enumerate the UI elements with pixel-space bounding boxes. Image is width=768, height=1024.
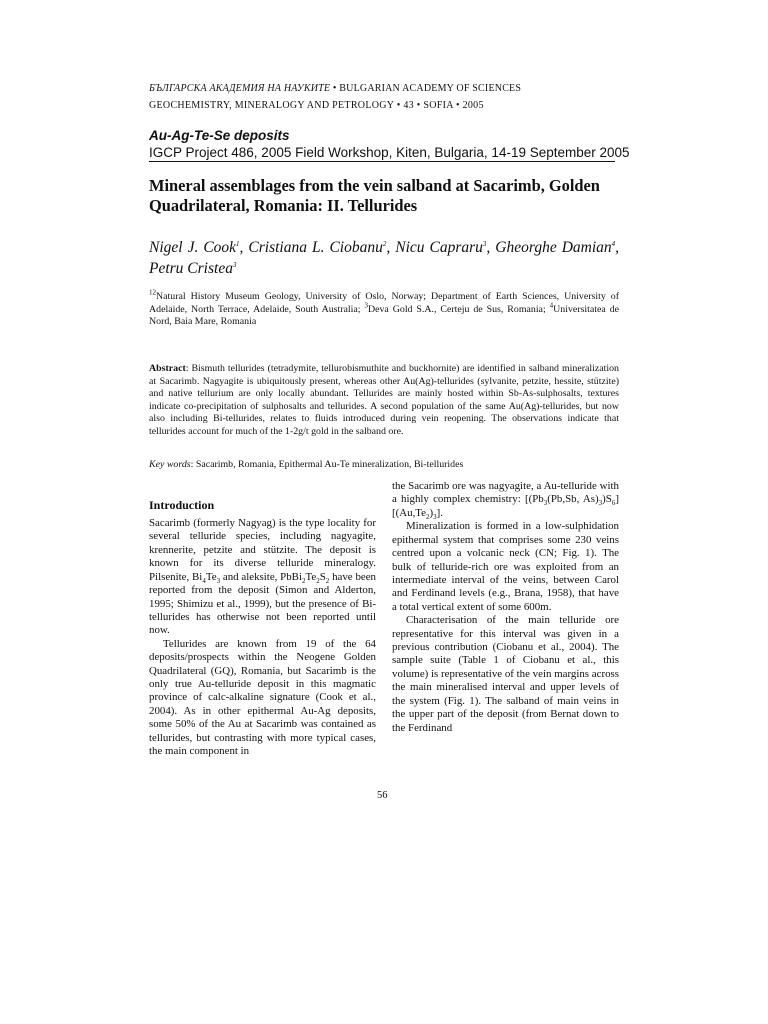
author-affiliation-mark: 2 bbox=[382, 239, 387, 248]
section-heading-introduction: Introduction bbox=[149, 498, 215, 512]
paragraph: Mineralization is formed in a low-sulphidation epithermal system that comprises some 230 veins centred upon a volcanic neck (CN; Fig. 1). The bulk of telluride-rich ore was exploited from an intermediate interval of the veins, between Carol and Ferdinand levels (e.g., Brana, 1958), that have a total vertical extent of some 600m. bbox=[392, 520, 619, 613]
text-run: and aleksite, PbBi bbox=[220, 570, 302, 583]
text-run: Te bbox=[205, 570, 217, 583]
keywords bbox=[149, 459, 619, 470]
running-header-journal: GEOCHEMISTRY, MINERALOGY AND PETROLOGY • 43 • SOFIA • 2005 bbox=[149, 100, 484, 111]
paragraph: Tellurides are known from 19 of the 64 deposits/prospects within the Neogene Golden Quadrilateral (GQ), Romania, but Sacarimb is the only true Au-telluride deposit in this magmatic province of calc-alkaline signature (Cook et al., 2004). As in other epithermal Au-Ag deposits, some 50% of the Au at Sacarimb was contained as tellurides, but contrasting with more typical cases, the main component in bbox=[149, 637, 376, 758]
academy-name-english: BULGARIAN ACADEMY OF SCIENCES bbox=[339, 83, 522, 94]
abstract bbox=[149, 363, 619, 438]
paper-title: Mineral assemblages from the vein salband at Sacarimb, Golden Quadrilateral, Romania: II. Tellurides bbox=[149, 176, 600, 215]
text-run: ) bbox=[429, 506, 434, 519]
author-name: Nicu Capraru bbox=[395, 239, 483, 256]
project-line: IGCP Project 486, 2005 Field Workshop, Kiten, Bulgaria, 14-19 September 2005 bbox=[149, 145, 630, 160]
affiliation-text: Universitatea de Nord, Baia Mare, Romania bbox=[149, 303, 620, 328]
paragraph bbox=[149, 517, 376, 638]
abstract-text: : Bismuth tellurides (tetradymite, tellurobismuthite and buckhornite) are identified in salband mineralization at Sacarimb. Nagyagite is ubiquitously present, whereas other Au(Ag)-tellurides (sylvanite, petzite, hessite, stützite) and native tellurium are only locally abundant. Tellurides are mainly hosted within Sb-As-sulphosalts, textures indicate co-precipitation of sulphosalts and tellurides. A second population of the same Au(Ag)-tellurides, but now also including Bi-tellurides, relates to fluids introduced during vein reopening. The observations indicate that tellurides account for much of the 1-2g/t gold in the salband ore. bbox=[149, 363, 619, 437]
text-run: ][(Au,Te bbox=[392, 493, 619, 519]
running-header-academy bbox=[149, 83, 521, 94]
paragraph: Characterisation of the main telluride ore representative for this interval was given in a previous contribution (Ciobanu et al., 2004). The sample suite (Table 1 of Ciobanu et al., this volume) is representative of the vein margins across the main mineralised interval and upper levels of the system (Fig. 1). The salband of main veins in the upper part of the deposit (from Bernat down to the Ferdinand bbox=[392, 614, 619, 734]
text-run: S bbox=[319, 570, 326, 583]
affiliation-mark: 12 bbox=[149, 288, 156, 297]
series-title: Au-Ag-Te-Se deposits bbox=[149, 128, 290, 143]
subscript: 3 bbox=[216, 576, 221, 585]
text-run: have been reported from the deposit (Simon and Alderton, 1995; Shimizu et al., 1999), but the presence of Bi-tellurides has otherwise not been reported until now. bbox=[149, 570, 377, 637]
author-list: Nigel J. Cook$^1$, Cristiana L. Ciobanu$^2$, Nicu Capraru$^3$, Gheorghe Damian$^4$, Petru Cristea$^3$ bbox=[149, 239, 620, 277]
text-run: ]. bbox=[436, 506, 444, 519]
abstract-label: Abstract bbox=[149, 363, 186, 374]
author-name: Gheorghe Damian bbox=[495, 239, 612, 256]
author-affiliation-mark: 3 bbox=[232, 260, 237, 269]
author-affiliation-mark: 1 bbox=[236, 239, 240, 248]
header-separator: • bbox=[332, 83, 337, 94]
affiliation-mark: 4 bbox=[549, 301, 554, 310]
subscript: 3 bbox=[433, 513, 437, 522]
author-name: Petru Cristea bbox=[149, 260, 233, 277]
right-column bbox=[392, 480, 619, 735]
subscript: 2 bbox=[316, 576, 320, 585]
keywords-label: Key words bbox=[149, 459, 191, 470]
affiliation-text: Deva Gold S.A., Certeju de Sus, Romania; bbox=[367, 303, 546, 315]
subscript: 6 bbox=[611, 499, 616, 508]
text-run: Te bbox=[305, 570, 317, 583]
text-run: )S bbox=[602, 493, 612, 506]
affiliation-mark: 3 bbox=[364, 301, 368, 310]
paragraph bbox=[392, 480, 619, 520]
affiliations bbox=[149, 288, 620, 329]
page-number: 56 bbox=[377, 790, 388, 801]
academy-name-bulgarian: БЪЛГАРСКА АКАДЕМИЯ НА НАУКИТЕ bbox=[149, 83, 331, 94]
text-run: the Sacarimb ore was nagyagite, a Au-telluride with a highly complex chemistry: [(Pb bbox=[392, 480, 619, 506]
subscript: 2 bbox=[301, 576, 306, 585]
author-affiliation-mark: 3 bbox=[482, 239, 487, 248]
subscript: 2 bbox=[426, 513, 430, 522]
affiliation-text: Natural History Museum Geology, University of Oslo, Norway; Department of Earth Sciences, University of Adelaide, North Terrace, Adelaide, South Australia; bbox=[149, 291, 619, 315]
subscript: 4 bbox=[202, 576, 206, 585]
text-run: (Pb,Sb, As) bbox=[547, 493, 599, 506]
subscript: 3 bbox=[598, 499, 603, 508]
text-run: Sacarimb (formerly Nagyag) is the type locality for several telluride species, including nagyagite, krennerite, petzite and stützite. The deposit is known for its diverse telluride mineralogy. Pilsenite, Bi bbox=[149, 517, 376, 583]
subscript: 2 bbox=[325, 576, 330, 585]
left-column bbox=[149, 517, 376, 759]
author-name: Nigel J. Cook bbox=[149, 239, 237, 256]
author-name: Cristiana L. Ciobanu bbox=[248, 239, 383, 256]
subscript: 3 bbox=[543, 499, 548, 508]
keywords-text: : Sacarimb, Romania, Epithermal Au-Te mineralization, Bi-tellurides bbox=[190, 459, 464, 470]
author-affiliation-mark: 4 bbox=[611, 239, 616, 248]
